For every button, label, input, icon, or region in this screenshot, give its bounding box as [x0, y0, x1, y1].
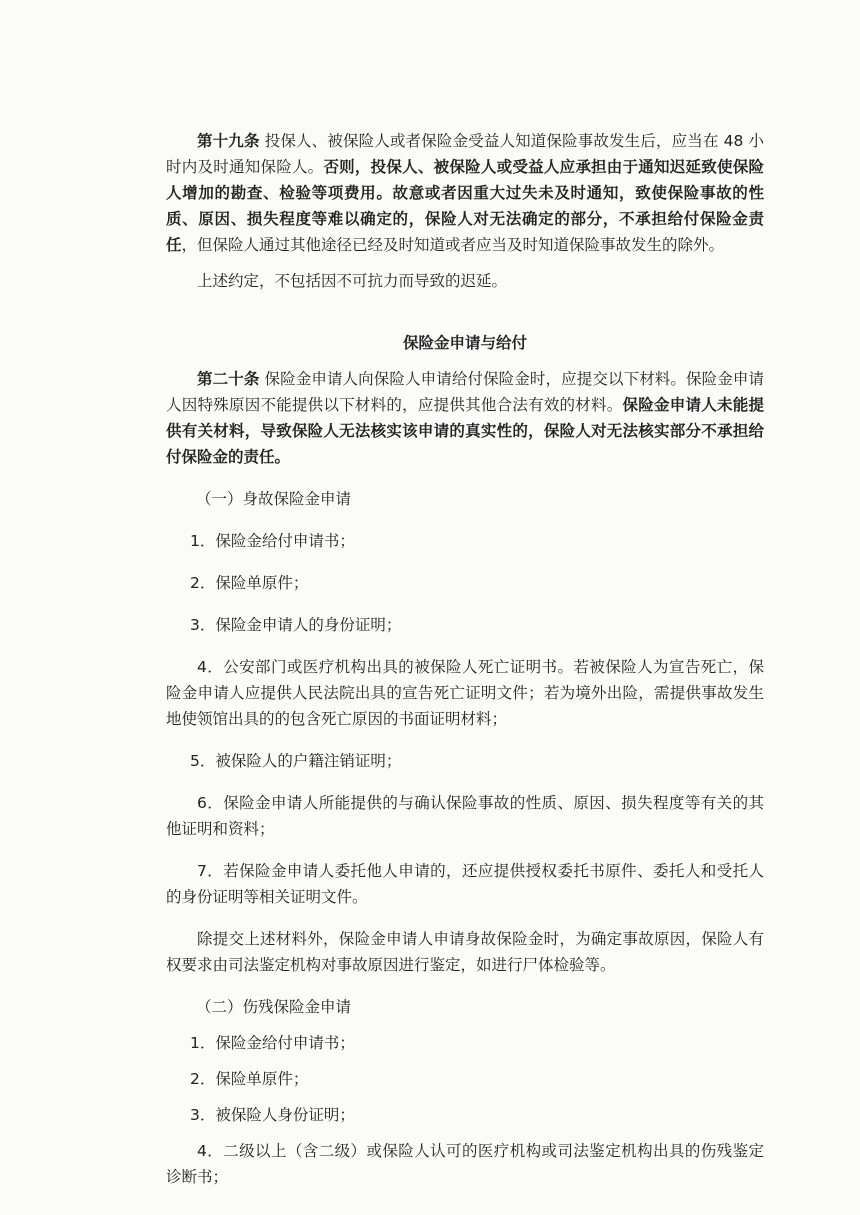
disability-item-1: 1．保险金给付申请书； [190, 1034, 355, 1052]
death-item-4: 4．公安部门或医疗机构出具的被保险人死亡证明书。若被保险人为宣告死亡，保险金申请人应提供人民法院出具的宣告死亡证明文件；若为境外出险，需提供事故发生地使领馆出具的的包含死亡原因的书面证明材料； [166, 658, 764, 728]
death-claim-title: （一）身故保险金申请 [196, 490, 352, 508]
article-19-bold-text: 否则，投保人、被保险人或受益人应承担由于通知迟延致使保险人增加的勘查、检验等项费用。故意或者因重大过失未及时通知，致使保险事故的性质、原因、损失程度等难以确定的，保险人对无法确定的部分，不承担给付保险金责任 [166, 158, 764, 254]
death-claim-note: 除提交上述材料外，保险金申请人申请身故保险金时，为确定事故原因，保险人有权要求由司法鉴定机构对事故原因进行鉴定，如进行尸体检验等。 [166, 930, 764, 974]
article-19-paragraph [166, 128, 764, 258]
article-19-note: 上述约定，不包括因不可抗力而导致的迟延。 [197, 272, 508, 290]
article-19-tail: ，但保险人通过其他途径已经及时知道或者应当及时知道保险事故发生的除外。 [181, 236, 725, 254]
disability-item-4: 4．二级以上（含二级）或保险人认可的医疗机构或司法鉴定机构出具的伤残鉴定诊断书； [166, 1142, 764, 1186]
article-19-text: 投保人、被保险人或者保险金受益人知道保险事故发生后，应当在 48 小时内及时通知保险人。 [166, 132, 764, 176]
death-item-5: 5．被保险人的户籍注销证明； [190, 752, 402, 770]
death-item-3: 3．保险金申请人的身份证明； [190, 616, 402, 634]
section-title: 保险金申请与给付 [402, 334, 527, 352]
article-19-label: 第十九条 [197, 132, 260, 150]
article-20-paragraph [166, 366, 764, 470]
article-20-bold-text: 保险金申请人未能提供有关材料，导致保险人无法核实该申请的真实性的，保险人对无法核实部分不承担给付保险金的责任。 [166, 396, 764, 466]
death-item-1: 1．保险金给付申请书； [190, 532, 355, 550]
death-item-6: 6．保险金申请人所能提供的与确认保险事故的性质、原因、损失程度等有关的其他证明和资料； [166, 794, 764, 838]
death-item-7: 7．若保险金申请人委托他人申请的，还应提供授权委托书原件、委托人和受托人的身份证明等相关证明文件。 [166, 862, 764, 906]
document-body [166, 128, 764, 1190]
disability-item-2: 2．保险单原件； [190, 1070, 309, 1088]
death-item-2: 2．保险单原件； [190, 574, 309, 592]
disability-claim-title: （二）伤残保险金申请 [196, 998, 352, 1016]
article-20-text: 保险金申请人向保险人申请给付保险金时，应提交以下材料。保险金申请人因特殊原因不能提供以下材料的，应提供其他合法有效的材料。 [166, 370, 764, 414]
article-20-label: 第二十条 [197, 370, 260, 388]
disability-item-3: 3．被保险人身份证明； [190, 1106, 355, 1124]
